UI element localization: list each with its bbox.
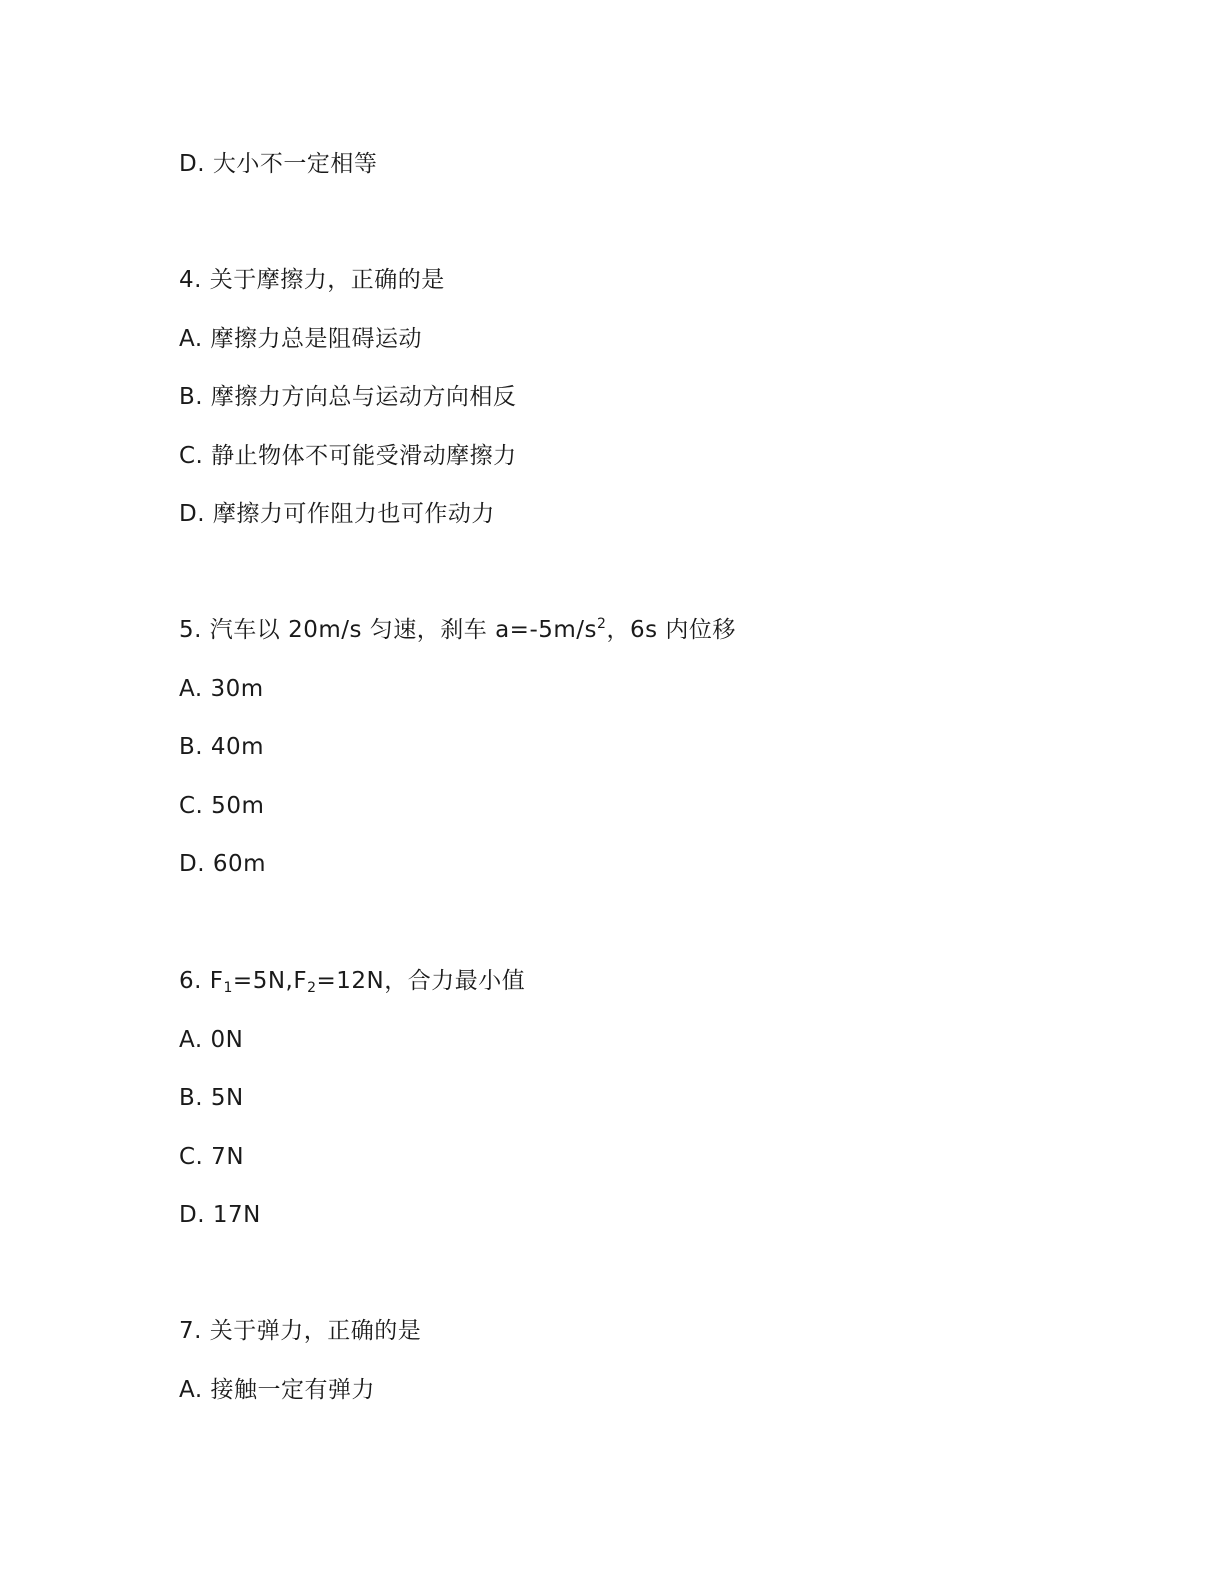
q7-option-a: A. 接触一定有弹力 <box>179 1377 375 1403</box>
q4-option-b: B. 摩擦力方向总与运动方向相反 <box>179 384 517 410</box>
q5-option-a: A. 30m <box>179 676 264 702</box>
q6-stem-subscript-1: 1 <box>223 980 233 996</box>
q4-option-c: C. 静止物体不可能受滑动摩擦力 <box>179 443 517 469</box>
q6-option-d: D. 17N <box>179 1202 261 1228</box>
q5-option-b: B. 40m <box>179 734 265 760</box>
q6-stem-part-3: =12N，合力最小值 <box>316 968 526 994</box>
q6-option-a: A. 0N <box>179 1027 244 1053</box>
q5-stem-prefix: 5. 汽车以 20m/s 匀速，刹车 a=-5m/s <box>179 617 598 643</box>
q5-option-d: D. 60m <box>179 851 267 877</box>
q6-stem-subscript-2: 2 <box>307 980 317 996</box>
q6-stem-part-1: 6. F <box>179 968 224 994</box>
q3-option-d: D. 大小不一定相等 <box>179 151 378 177</box>
q6-option-b: B. 5N <box>179 1085 244 1111</box>
q5-stem-suffix: ，6s 内位移 <box>606 617 736 643</box>
q4-stem: 4. 关于摩擦力，正确的是 <box>179 267 445 293</box>
q7-stem: 7. 关于弹力，正确的是 <box>179 1318 422 1344</box>
q5-stem <box>179 614 736 646</box>
q6-option-c: C. 7N <box>179 1144 245 1170</box>
q6-stem-part-2: =5N,F <box>232 968 308 994</box>
q6-stem <box>179 965 525 997</box>
q4-option-d: D. 摩擦力可作阻力也可作动力 <box>179 501 495 527</box>
q4-option-a: A. 摩擦力总是阻碍运动 <box>179 326 422 352</box>
q5-stem-superscript: 2 <box>597 616 607 632</box>
q5-option-c: C. 50m <box>179 793 265 819</box>
